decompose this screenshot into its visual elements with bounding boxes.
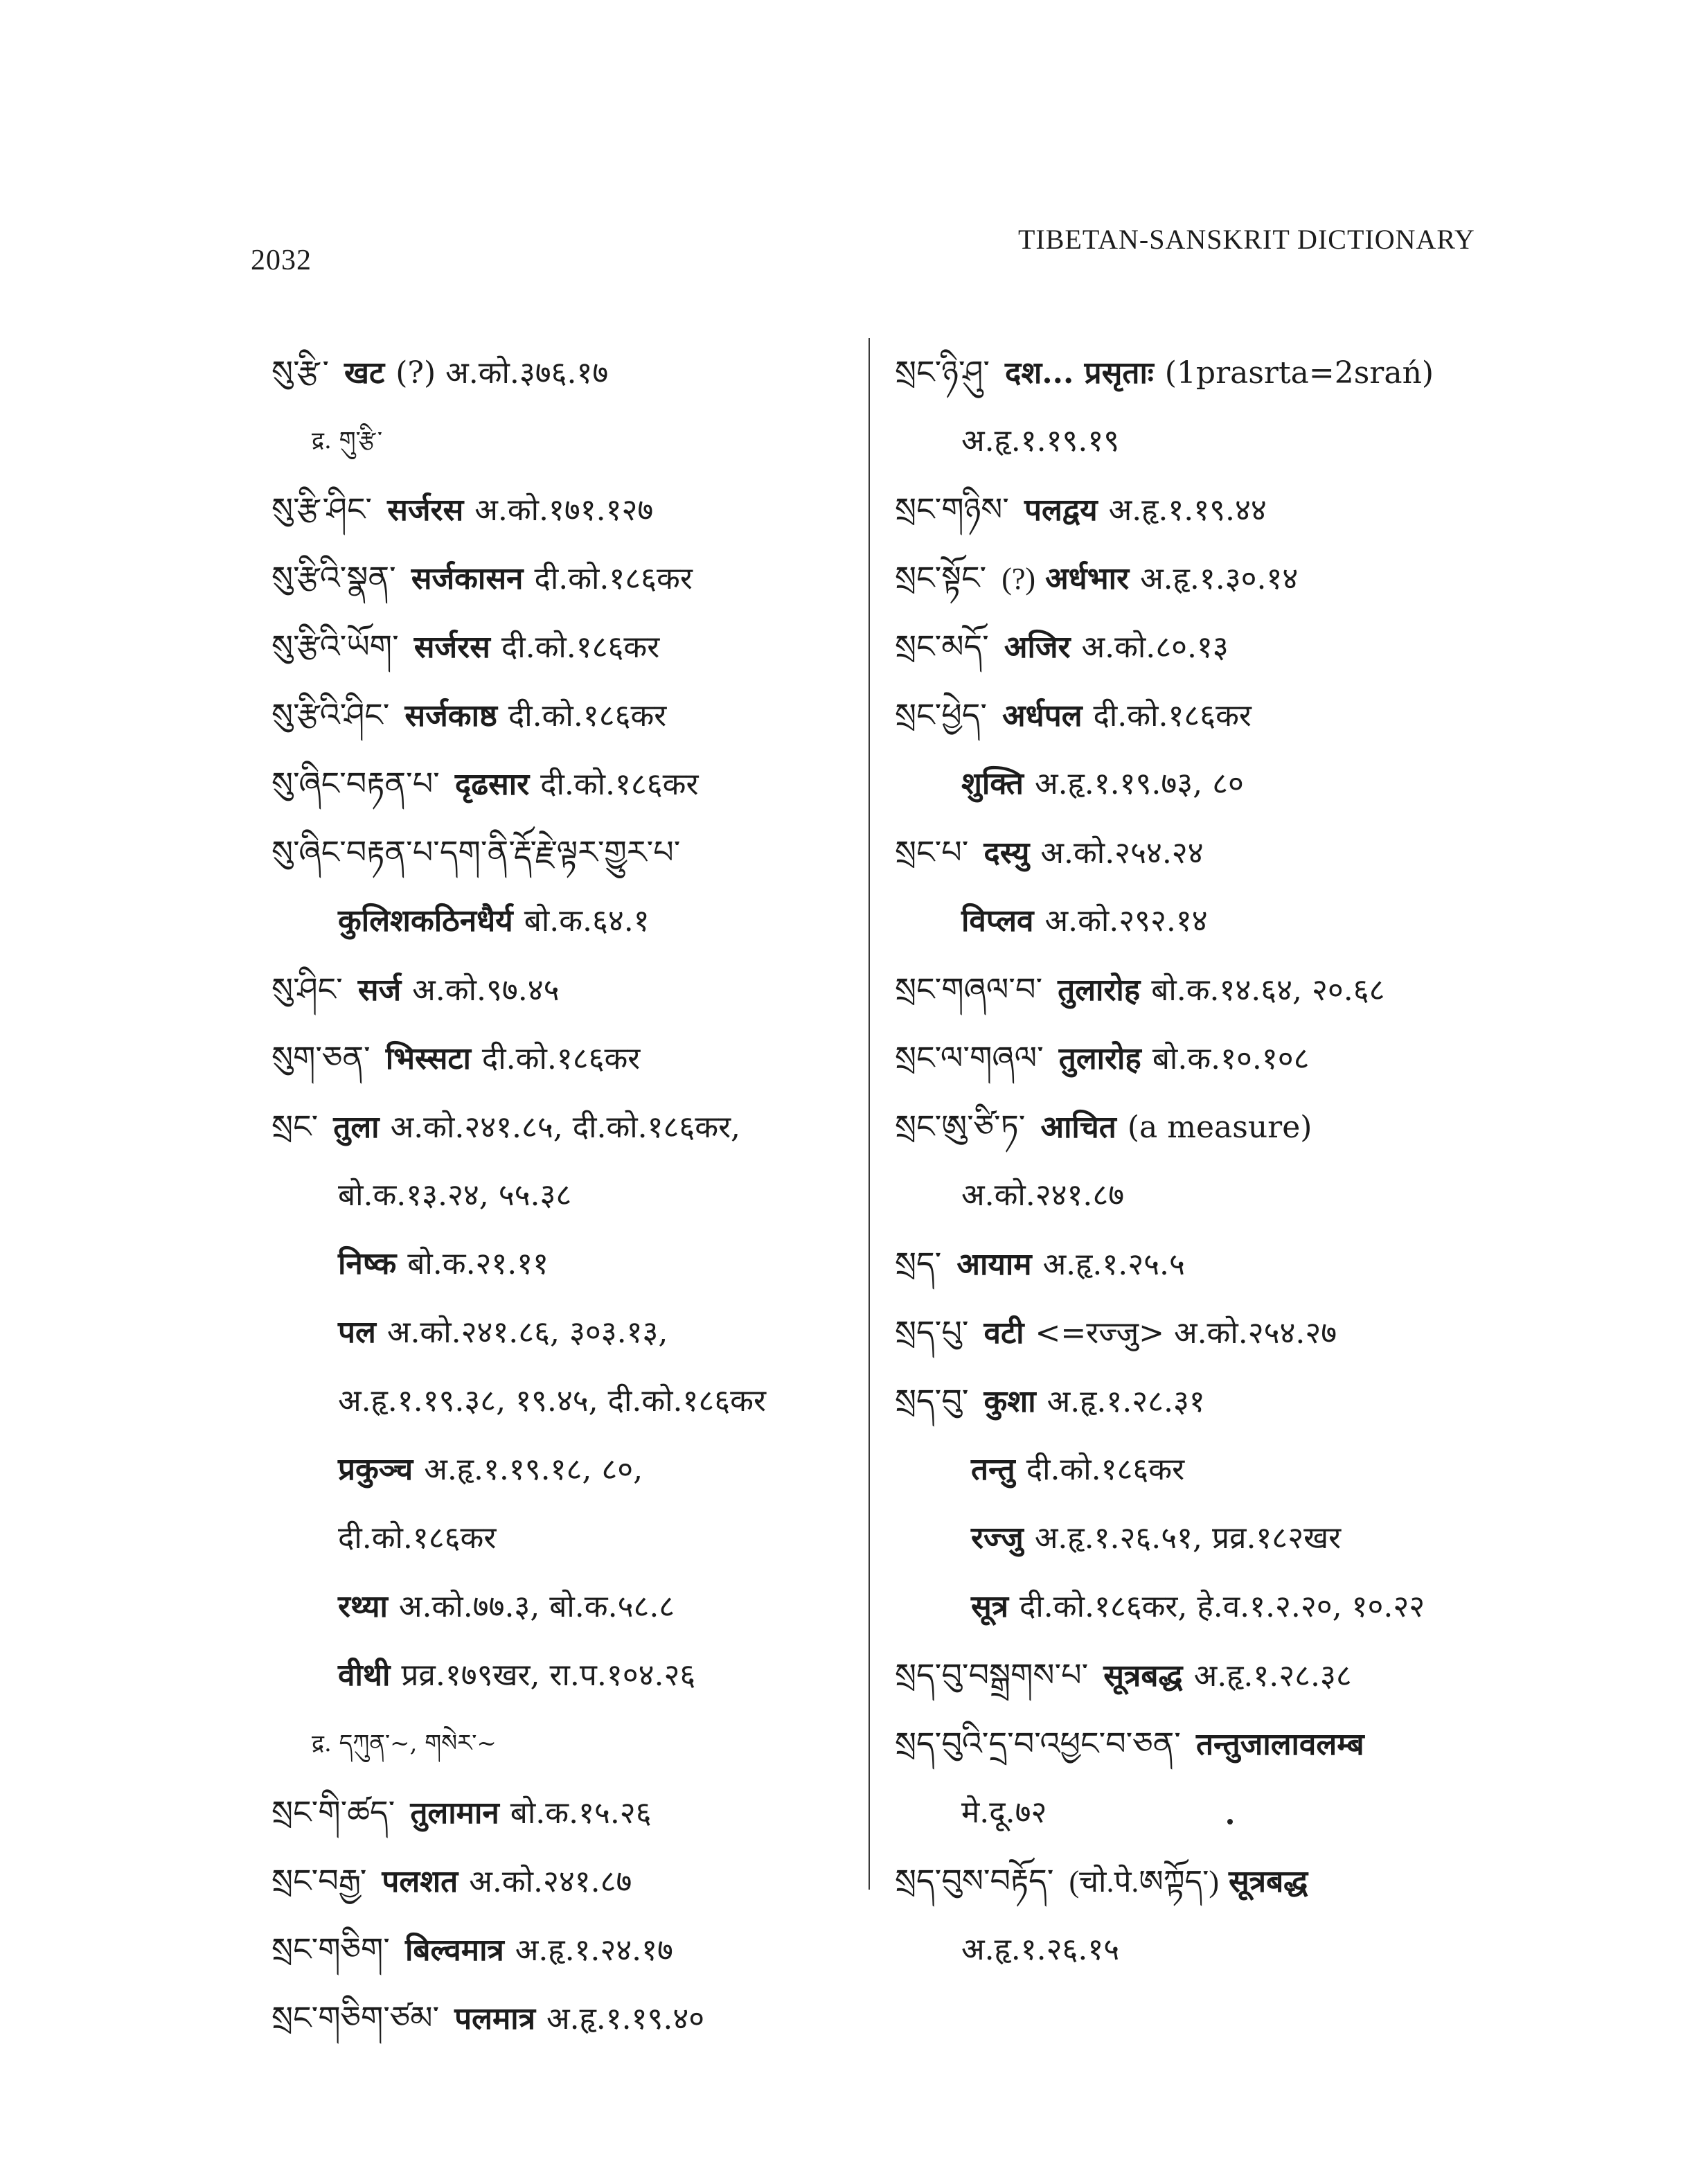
- entry-line: [271, 749, 881, 818]
- page-number: 2032: [251, 245, 312, 276]
- entry-line: [895, 612, 1518, 681]
- source-reference: बो.क.२१.११: [407, 1246, 549, 1281]
- dictionary-entry: [271, 544, 881, 612]
- entry-line: [895, 955, 1518, 1024]
- source-reference: अ.को.८०.१३: [1081, 630, 1229, 665]
- entry-line: [271, 1161, 881, 1229]
- dictionary-entry: [895, 818, 1518, 955]
- sanskrit-equivalent: खट: [344, 355, 385, 391]
- sanskrit-equivalent: तुलामान: [410, 1795, 499, 1831]
- entry-line: [895, 338, 1518, 407]
- tibetan-headword: སུ་ཞིང་བརྟན་པ་: [271, 765, 440, 802]
- tibetan-headword: སྲང་སྟོང་: [895, 559, 987, 596]
- dictionary-entry: [895, 475, 1518, 544]
- entry-line: [271, 1298, 881, 1367]
- source-reference: अ.हृ.१.२५.५: [1042, 1247, 1185, 1282]
- source-reference: अ.हृ.१.१९.४०: [546, 2001, 705, 2036]
- dictionary-entry: [271, 749, 881, 818]
- entry-line: [271, 1367, 881, 1435]
- entry-line: [895, 1710, 1518, 1778]
- tibetan-headword: སྲང་ཨུ་ཙི་ཏ་: [895, 1108, 1026, 1145]
- tibetan-headword: སྲད་བུ་: [895, 1382, 969, 1419]
- entry-line: [271, 1641, 881, 1710]
- entry-line: [895, 1847, 1518, 1915]
- source-reference: दी.को.१८६कर: [534, 561, 693, 596]
- dictionary-entry: [895, 1367, 1518, 1641]
- source-reference: अ.को.२४१.८६, ३०३.१३,: [386, 1315, 668, 1350]
- entry-note: (?): [1001, 562, 1036, 596]
- dictionary-entry: [271, 1847, 881, 1915]
- sanskrit-equivalent: वीथी: [338, 1658, 391, 1693]
- source-reference: अ.हृ.१.२८.३१: [1047, 1384, 1205, 1419]
- sanskrit-equivalent: तुलारोह: [1058, 973, 1141, 1008]
- tibetan-headword: སྲད་བུ་བསྒྲགས་པ་: [895, 1656, 1089, 1694]
- tibetan-headword: སྲང་ཕྱེད་: [895, 696, 988, 734]
- source-reference: दी.को.१८६कर: [338, 1520, 497, 1556]
- source-reference: प्रव्र.१७९खर, रा.प.१०४.२६: [401, 1658, 696, 1693]
- source-reference: अ.हृ.१.२६.५१, प्रव्र.१८२खर: [1034, 1520, 1342, 1556]
- sanskrit-equivalent: विप्लव: [961, 903, 1034, 939]
- tibetan-headword: སྲད་བུས་བརྟོད་: [895, 1862, 1054, 1899]
- cross-reference: द्र. གུ་རྩི་: [312, 427, 383, 454]
- tibetan-headword: སུག་ཅན་: [271, 1039, 371, 1076]
- sanskrit-equivalent: तन्तु: [971, 1452, 1015, 1487]
- source-reference: दी.को.१८६कर: [501, 630, 660, 665]
- entry-line: [895, 1161, 1518, 1229]
- cross-reference: द्र. དཀུན་~, གསེར་~: [312, 1730, 497, 1757]
- source-reference: दी.को.१८६कर: [481, 1041, 641, 1076]
- entry-line: [895, 407, 1518, 475]
- dictionary-entry: [271, 338, 881, 475]
- sanskrit-equivalent: अजिर: [1004, 630, 1071, 665]
- source-reference: मे.दू.७२: [961, 1795, 1047, 1830]
- source-reference: बो.क.१३.२४, ५५.३८: [338, 1178, 572, 1213]
- sanskrit-equivalent: पलशत: [382, 1864, 458, 1899]
- entry-line: [895, 1915, 1518, 1984]
- dictionary-entry: [895, 1024, 1518, 1092]
- source-reference: दी.को.१८६कर: [508, 698, 667, 734]
- entry-line: [895, 475, 1518, 544]
- tibetan-headword: སྲང་མདོ་: [895, 628, 989, 665]
- tibetan-headword: སྲང་: [271, 1108, 319, 1145]
- dictionary-entry: [895, 681, 1518, 818]
- sanskrit-equivalent: भिस्सटा: [385, 1041, 471, 1076]
- sanskrit-equivalent: बिल्वमात्र: [404, 1933, 504, 1968]
- entry-line: [271, 681, 881, 749]
- entry-line: [895, 1435, 1518, 1504]
- sanskrit-equivalent: रज्जु: [971, 1520, 1024, 1556]
- dictionary-entry: [895, 544, 1518, 612]
- source-reference: बो.क.१४.६४, २०.६८: [1151, 973, 1385, 1008]
- tibetan-headword: སུ་རྩིའི་ཡོག་: [271, 628, 399, 665]
- sanskrit-equivalent: सूत्रबद्ध: [1103, 1658, 1183, 1694]
- source-reference: अ.को.२९२.१४: [1044, 903, 1208, 939]
- entry-line: [271, 1572, 881, 1641]
- tibetan-headword: སྲང་གཅིག་ཙམ་: [271, 1999, 440, 2036]
- dictionary-entry: [271, 1915, 881, 1984]
- entry-line: [895, 1024, 1518, 1092]
- entry-line: [895, 1778, 1518, 1847]
- sanskrit-equivalent: सूत्रबद्ध: [1229, 1864, 1308, 1899]
- entry-line: [271, 1435, 881, 1504]
- source-reference: अ.हृ.१.१९.१८, ८०,: [424, 1452, 643, 1487]
- entry-line: [271, 1778, 881, 1847]
- dictionary-entry: [271, 955, 881, 1024]
- running-title: TIBETAN-SANSKRIT DICTIONARY: [1018, 224, 1475, 255]
- dictionary-entry: [271, 1984, 881, 2052]
- tibetan-headword: སུ་ཤིང་: [271, 970, 343, 1008]
- entry-line: [271, 1915, 881, 1984]
- left-column: [271, 338, 881, 2052]
- dictionary-entry: [271, 681, 881, 749]
- stray-dot: [1227, 1819, 1233, 1825]
- source-reference: अ.हृ.१.२८.३८: [1193, 1658, 1352, 1694]
- dictionary-entry: [271, 612, 881, 681]
- sanskrit-equivalent: निष्क: [338, 1246, 397, 1281]
- source-reference: अ.हृ.१.२६.१५: [961, 1932, 1120, 1967]
- column-divider: [869, 338, 870, 1890]
- sanskrit-equivalent: पलमात्र: [454, 2001, 535, 2036]
- sanskrit-equivalent: प्रकुञ्च: [338, 1452, 413, 1487]
- entry-line: [271, 612, 881, 681]
- right-column: [895, 338, 1518, 1984]
- source-reference: अ.हृ.१.१९.१९: [961, 423, 1120, 459]
- dictionary-entry: [895, 1229, 1518, 1298]
- tibetan-headword: སུ་རྩི་ཤིང་: [271, 490, 373, 528]
- entry-line: [271, 1847, 881, 1915]
- source-reference: दी.को.१८६कर: [540, 767, 699, 802]
- sanskrit-equivalent: शुक्ति: [961, 766, 1024, 801]
- source-reference: दी.को.१८६कर, हे.व.१.२.२०, १०.२२: [1019, 1589, 1425, 1624]
- sanskrit-equivalent: सर्जरस: [387, 492, 464, 528]
- sanskrit-equivalent: अर्धभार: [1045, 561, 1130, 596]
- entry-line: [895, 1092, 1518, 1161]
- entry-line: [271, 955, 881, 1024]
- entry-note: (चो.पे.ཨཀྟོད་): [1069, 1865, 1220, 1899]
- entry-line: [271, 475, 881, 544]
- tibetan-headword: སྲང་གཞལ་བ་: [895, 970, 1043, 1008]
- dictionary-entry: [895, 338, 1518, 475]
- entry-line: [895, 544, 1518, 612]
- sanskrit-equivalent: कुलिशकठिनधैर्य: [338, 903, 513, 939]
- sanskrit-equivalent: सर्जकाष्ठ: [404, 698, 497, 734]
- tibetan-headword: སྲང་གི་ཚད་: [271, 1793, 395, 1831]
- sanskrit-equivalent: दस्यु: [983, 835, 1030, 871]
- source-reference: दी.को.१८६कर: [1026, 1452, 1185, 1487]
- tibetan-headword: སུ་རྩིའི་ཤིང་: [271, 696, 390, 734]
- source-reference: (?) अ.को.३७६.१७: [395, 355, 609, 391]
- sanskrit-equivalent: पल: [338, 1315, 376, 1350]
- entry-line: [895, 681, 1518, 749]
- entry-line: [271, 338, 881, 407]
- source-reference: (a measure): [1127, 1110, 1312, 1145]
- source-reference: अ.को.२५४.२४: [1040, 835, 1204, 871]
- source-reference: अ.को.७७.३, बो.क.५८.८: [398, 1589, 675, 1624]
- source-reference: अ.को.२४१.८५, दी.को.१८६कर,: [390, 1110, 741, 1145]
- dictionary-entry: [895, 1641, 1518, 1710]
- entry-line: [271, 1504, 881, 1572]
- entry-line: [895, 1641, 1518, 1710]
- tibetan-headword: སྲད་: [895, 1245, 942, 1282]
- tibetan-headword: སྲང་ལ་གཞལ་: [895, 1039, 1044, 1076]
- entry-line: [895, 1504, 1518, 1572]
- source-reference: अ.को.९७.४५: [412, 973, 560, 1008]
- source-reference: बो.क.१०.१०८: [1152, 1041, 1310, 1076]
- tibetan-headword: སུ་རྩིའི་སྣན་: [271, 559, 396, 596]
- sanskrit-equivalent: तुला: [333, 1110, 380, 1145]
- source-reference: अ.हृ.१.१९.७३, ८०: [1034, 766, 1244, 801]
- dictionary-entry: [895, 1847, 1518, 1984]
- sanskrit-equivalent: सर्ज: [357, 973, 402, 1008]
- entry-line: [895, 1367, 1518, 1435]
- tibetan-headword: སུ་རྩི་: [271, 353, 330, 391]
- sanskrit-equivalent: कुशा: [983, 1384, 1036, 1419]
- entry-line: [895, 1229, 1518, 1298]
- sanskrit-equivalent: दृढसार: [454, 767, 530, 802]
- dictionary-entry: [895, 1298, 1518, 1367]
- sanskrit-equivalent: आचित: [1040, 1110, 1116, 1145]
- dictionary-entry: [895, 955, 1518, 1024]
- entry-line: [895, 818, 1518, 887]
- entry-line: [271, 887, 881, 955]
- source-reference: बो.क.६४.१: [524, 903, 650, 939]
- tibetan-headword: སྲང་གཅིག་: [271, 1930, 390, 1968]
- sanskrit-equivalent: दश... प्रसृताः: [1005, 355, 1154, 391]
- source-reference: अ.को.१७१.१२७: [474, 492, 654, 528]
- source-reference: अ.हृ.१.१९.४४: [1108, 492, 1267, 528]
- entry-line: [271, 1092, 881, 1161]
- tibetan-headword: སུ་ཞིང་བརྟན་པ་དག་ནི་རྡོ་རྗེ་ལྟར་གྱུར་པ་: [271, 833, 681, 871]
- dictionary-entry: [271, 475, 881, 544]
- source-reference: अ.हृ.१.३०.१४: [1140, 561, 1299, 596]
- source-reference: <=रज्जु> अ.को.२५४.२७: [1035, 1315, 1337, 1351]
- dictionary-entry: [895, 1092, 1518, 1229]
- sanskrit-equivalent: सूत्र: [971, 1589, 1009, 1624]
- entry-line: [895, 1298, 1518, 1367]
- entry-line: [895, 749, 1518, 818]
- entry-line: [271, 1229, 881, 1298]
- dictionary-entry: [271, 818, 881, 955]
- entry-line: [895, 1572, 1518, 1641]
- source-reference: अ.हृ.१.२४.१७: [515, 1933, 673, 1968]
- sanskrit-equivalent: पलद्वय: [1024, 492, 1098, 528]
- source-reference: अ.को.२४१.८७: [961, 1178, 1125, 1213]
- sanskrit-equivalent: वटी: [983, 1315, 1024, 1351]
- entry-line: [271, 544, 881, 612]
- entry-line: [271, 1984, 881, 2052]
- sanskrit-equivalent: अर्धपल: [1002, 698, 1083, 734]
- dictionary-entry: [271, 1024, 881, 1092]
- dictionary-entry: [271, 1778, 881, 1847]
- tibetan-headword: སྲང་པ་: [895, 833, 969, 871]
- dictionary-entry: [895, 1710, 1518, 1847]
- dictionary-entry: [271, 1092, 881, 1778]
- sanskrit-equivalent: आयाम: [956, 1247, 1032, 1282]
- entry-line: [271, 1024, 881, 1092]
- source-reference: (1prasrta=2srań): [1164, 355, 1434, 391]
- tibetan-headword: སྲད་བུའི་དྲ་བ་འཕྱང་བ་ཅན་: [895, 1725, 1181, 1762]
- tibetan-headword: སྲང་ཉི་ཤུ་: [895, 353, 990, 391]
- sanskrit-equivalent: सर्जकासन: [411, 561, 524, 596]
- entry-line: [271, 818, 881, 887]
- tibetan-headword: སྲད་པུ་: [895, 1313, 969, 1351]
- sanskrit-equivalent: रथ्या: [338, 1589, 388, 1624]
- source-reference: अ.को.२४१.८७: [469, 1864, 632, 1899]
- entry-line: [895, 887, 1518, 955]
- source-reference: दी.को.१८६कर: [1093, 698, 1252, 734]
- dictionary-entry: [895, 612, 1518, 681]
- tibetan-headword: སྲང་བརྒྱ་: [271, 1862, 367, 1899]
- sanskrit-equivalent: तुलारोह: [1058, 1041, 1141, 1076]
- source-reference: बो.क.१५.२६: [510, 1795, 652, 1831]
- sanskrit-equivalent: सर्जरस: [413, 630, 490, 665]
- sanskrit-equivalent: तन्तुजालावलम्ब: [1195, 1727, 1364, 1762]
- source-reference: अ.हृ.१.१९.३८, १९.४५, दी.को.१८६कर: [338, 1383, 766, 1419]
- tibetan-headword: སྲང་གཉིས་: [895, 490, 1009, 528]
